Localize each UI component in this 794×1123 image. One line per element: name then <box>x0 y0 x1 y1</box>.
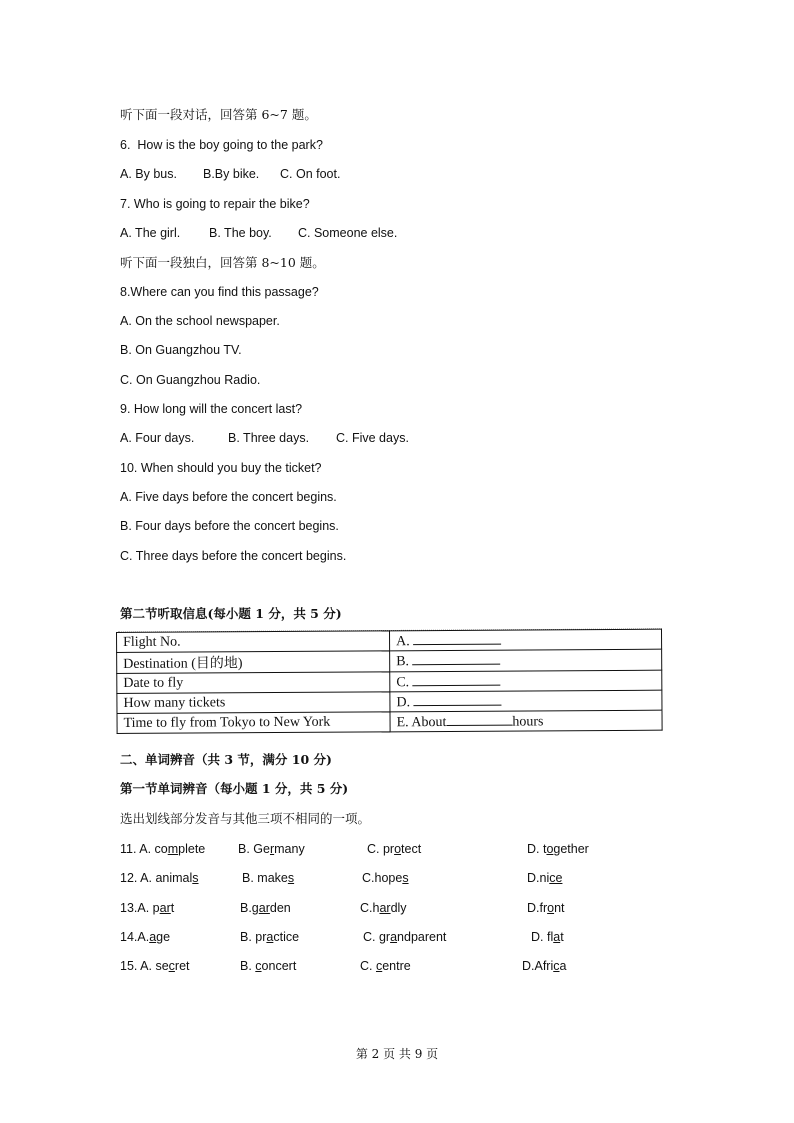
underlined-part: c <box>168 959 175 973</box>
q15-option-b <box>240 958 296 974</box>
q15-option-d <box>522 958 566 974</box>
word-part: D.fr <box>527 901 548 915</box>
q11-option-b <box>238 841 305 857</box>
word-part: t <box>560 930 564 944</box>
word-part: ge <box>156 930 171 944</box>
q12-option-c <box>362 870 409 886</box>
q7-option-b: B. The boy. <box>209 226 272 240</box>
word-part: D.Afri <box>522 959 554 973</box>
word-part: ctice <box>273 930 300 944</box>
table-label: How many tickets <box>117 692 390 714</box>
q9-option-a: A. Four days. <box>120 431 195 445</box>
underlined-part: ar <box>159 901 171 915</box>
word-part: B. Ge <box>238 842 270 856</box>
q14-option-a <box>120 929 170 945</box>
word-part: B. <box>240 959 256 973</box>
word-part: t <box>170 901 175 915</box>
word-part: C.h <box>360 901 380 915</box>
table-label: Destination (目的地) <box>117 651 390 674</box>
answer-letter: C. <box>396 674 410 690</box>
question-number: 15. A. <box>120 959 156 973</box>
page-footer: 第 2 页 共 9 页 <box>355 1047 439 1061</box>
word-part: entre <box>382 959 411 973</box>
q14-option-c <box>363 929 446 945</box>
q13-option-c <box>360 900 407 916</box>
underlined-part: s <box>287 871 295 885</box>
part2-heading: 二、单词辨音（共 3 节，满分 10 分) <box>120 752 332 767</box>
q7-option-a: A. The girl. <box>120 226 181 240</box>
q7-option-c: C. Someone else. <box>298 226 398 240</box>
section2-heading: 第二节听取信息(每小题 1 分，共 5 分) <box>120 606 342 621</box>
word-part: co <box>154 842 168 856</box>
underlined-part: ce <box>549 871 563 885</box>
q8-option-c: C. On Guangzhou Radio. <box>120 373 261 387</box>
word-part: C.hope <box>362 871 403 885</box>
q6-option-a: A. By bus. <box>120 167 177 181</box>
underlined-part: ar <box>258 901 270 915</box>
q12-option-a <box>120 870 199 886</box>
underlined-part: o <box>547 901 555 915</box>
instruction-8-10: 听下面一段独白，回答第 8~10 题。 <box>120 255 325 270</box>
word-part: nt <box>554 901 565 915</box>
answer-blank <box>413 631 501 645</box>
word-part: gether <box>553 842 589 856</box>
underlined-part: r <box>269 842 275 856</box>
q11-option-a <box>120 841 205 857</box>
table-label: Flight No. <box>117 631 390 653</box>
q11-option-c <box>367 841 421 857</box>
word-part: ret <box>174 959 190 973</box>
q10-option-b: B. Four days before the concert begins. <box>120 519 339 533</box>
word-part: B. make <box>242 871 288 885</box>
table-row <box>117 710 662 733</box>
question-number: 11. A. <box>120 842 155 856</box>
word-part: den <box>269 901 291 915</box>
underlined-part: o <box>546 842 554 856</box>
q11-option-d <box>527 841 589 857</box>
q14-option-b <box>240 929 299 945</box>
word-part: D. t <box>527 842 547 856</box>
q8-option-a: A. On the school newspaper. <box>120 314 280 328</box>
info-table <box>116 629 663 734</box>
q10-option-c: C. Three days before the concert begins. <box>120 549 347 563</box>
question-number: 14.A. <box>120 930 150 944</box>
word-part: tect <box>401 842 422 856</box>
q9-option-c: C. Five days. <box>336 431 409 445</box>
table-answer-cell <box>389 629 661 651</box>
word-part: C. gr <box>363 930 391 944</box>
table-answer-cell <box>390 670 662 692</box>
table-answer-cell <box>390 690 662 712</box>
q13-option-a <box>120 900 174 916</box>
answer-letter: B. <box>396 654 410 670</box>
q15-option-a <box>120 958 190 974</box>
answer-letter: A. <box>396 633 410 649</box>
underlined-part: c <box>255 959 262 973</box>
underlined-part: ar <box>379 901 391 915</box>
underlined-part: a <box>266 930 274 944</box>
underlined-part: s <box>192 871 199 885</box>
word-part: oncert <box>261 959 297 973</box>
underlined-part: c <box>375 959 383 973</box>
question-9: 9. How long will the concert last? <box>120 402 303 416</box>
table-label: Date to fly <box>117 672 390 694</box>
answer-blank <box>412 652 500 666</box>
answer-blank <box>414 692 502 706</box>
underlined-part: a <box>553 930 561 944</box>
question-6: 6. How is the boy going to the park? <box>120 138 323 152</box>
word-part: C. pr <box>367 842 395 856</box>
instruction-6-7: 听下面一段对话，回答第 6~7 题。 <box>120 107 317 122</box>
word-part: se <box>155 959 169 973</box>
answer-letter: D. <box>396 694 411 710</box>
q8-option-b: B. On Guangzhou TV. <box>120 343 242 357</box>
word-part: C. <box>360 959 376 973</box>
underlined-part: a <box>149 930 157 944</box>
q14-option-d <box>531 929 564 945</box>
table-answer-cell <box>390 710 662 732</box>
word-part: D.ni <box>527 871 550 885</box>
q9-option-b: B. Three days. <box>228 431 310 445</box>
q15-option-c <box>360 958 411 974</box>
answer-suffix: hours <box>512 713 544 730</box>
underlined-part: o <box>394 842 402 856</box>
word-part: p <box>152 901 160 915</box>
question-10: 10. When should you buy the ticket? <box>120 461 322 475</box>
word-part: a <box>559 959 567 973</box>
q6-option-c: C. On foot. <box>280 167 341 181</box>
word-part: plete <box>178 842 206 856</box>
table-label: Time to fly from Tokyo to New York <box>117 712 390 734</box>
q6-option-b: B.By bike. <box>203 167 260 181</box>
underlined-part: a <box>390 930 398 944</box>
q13-option-d <box>527 900 565 916</box>
answer-blank <box>413 672 501 686</box>
word-part: animal <box>155 871 193 885</box>
question-8: 8.Where can you find this passage? <box>120 285 319 299</box>
answer-letter: E. About <box>396 714 447 730</box>
table-answer-cell <box>390 649 662 672</box>
word-part: B. pr <box>240 930 267 944</box>
word-part: ndparent <box>397 930 447 944</box>
question-number: 12. A. <box>120 871 156 885</box>
answer-blank <box>446 712 512 725</box>
question-number: 13.A. <box>120 901 153 915</box>
word-part: many <box>274 842 305 856</box>
underlined-part: s <box>402 871 409 885</box>
word-part: D. fl <box>531 930 554 944</box>
q12-option-b <box>242 870 294 886</box>
question-7: 7. Who is going to repair the bike? <box>120 197 310 211</box>
underlined-part: m <box>167 842 179 856</box>
q13-option-b <box>240 900 291 916</box>
word-part: dly <box>390 901 407 915</box>
word-part: B.g <box>240 901 259 915</box>
underlined-part: c <box>553 959 560 973</box>
part2-subheading: 第一节单词辨音（每小题 1 分，共 5 分) <box>120 781 349 796</box>
q10-option-a: A. Five days before the concert begins. <box>120 490 337 504</box>
q12-option-d <box>527 870 562 886</box>
part2-instruction: 选出划线部分发音与其他三项不相同的一项。 <box>120 811 371 826</box>
